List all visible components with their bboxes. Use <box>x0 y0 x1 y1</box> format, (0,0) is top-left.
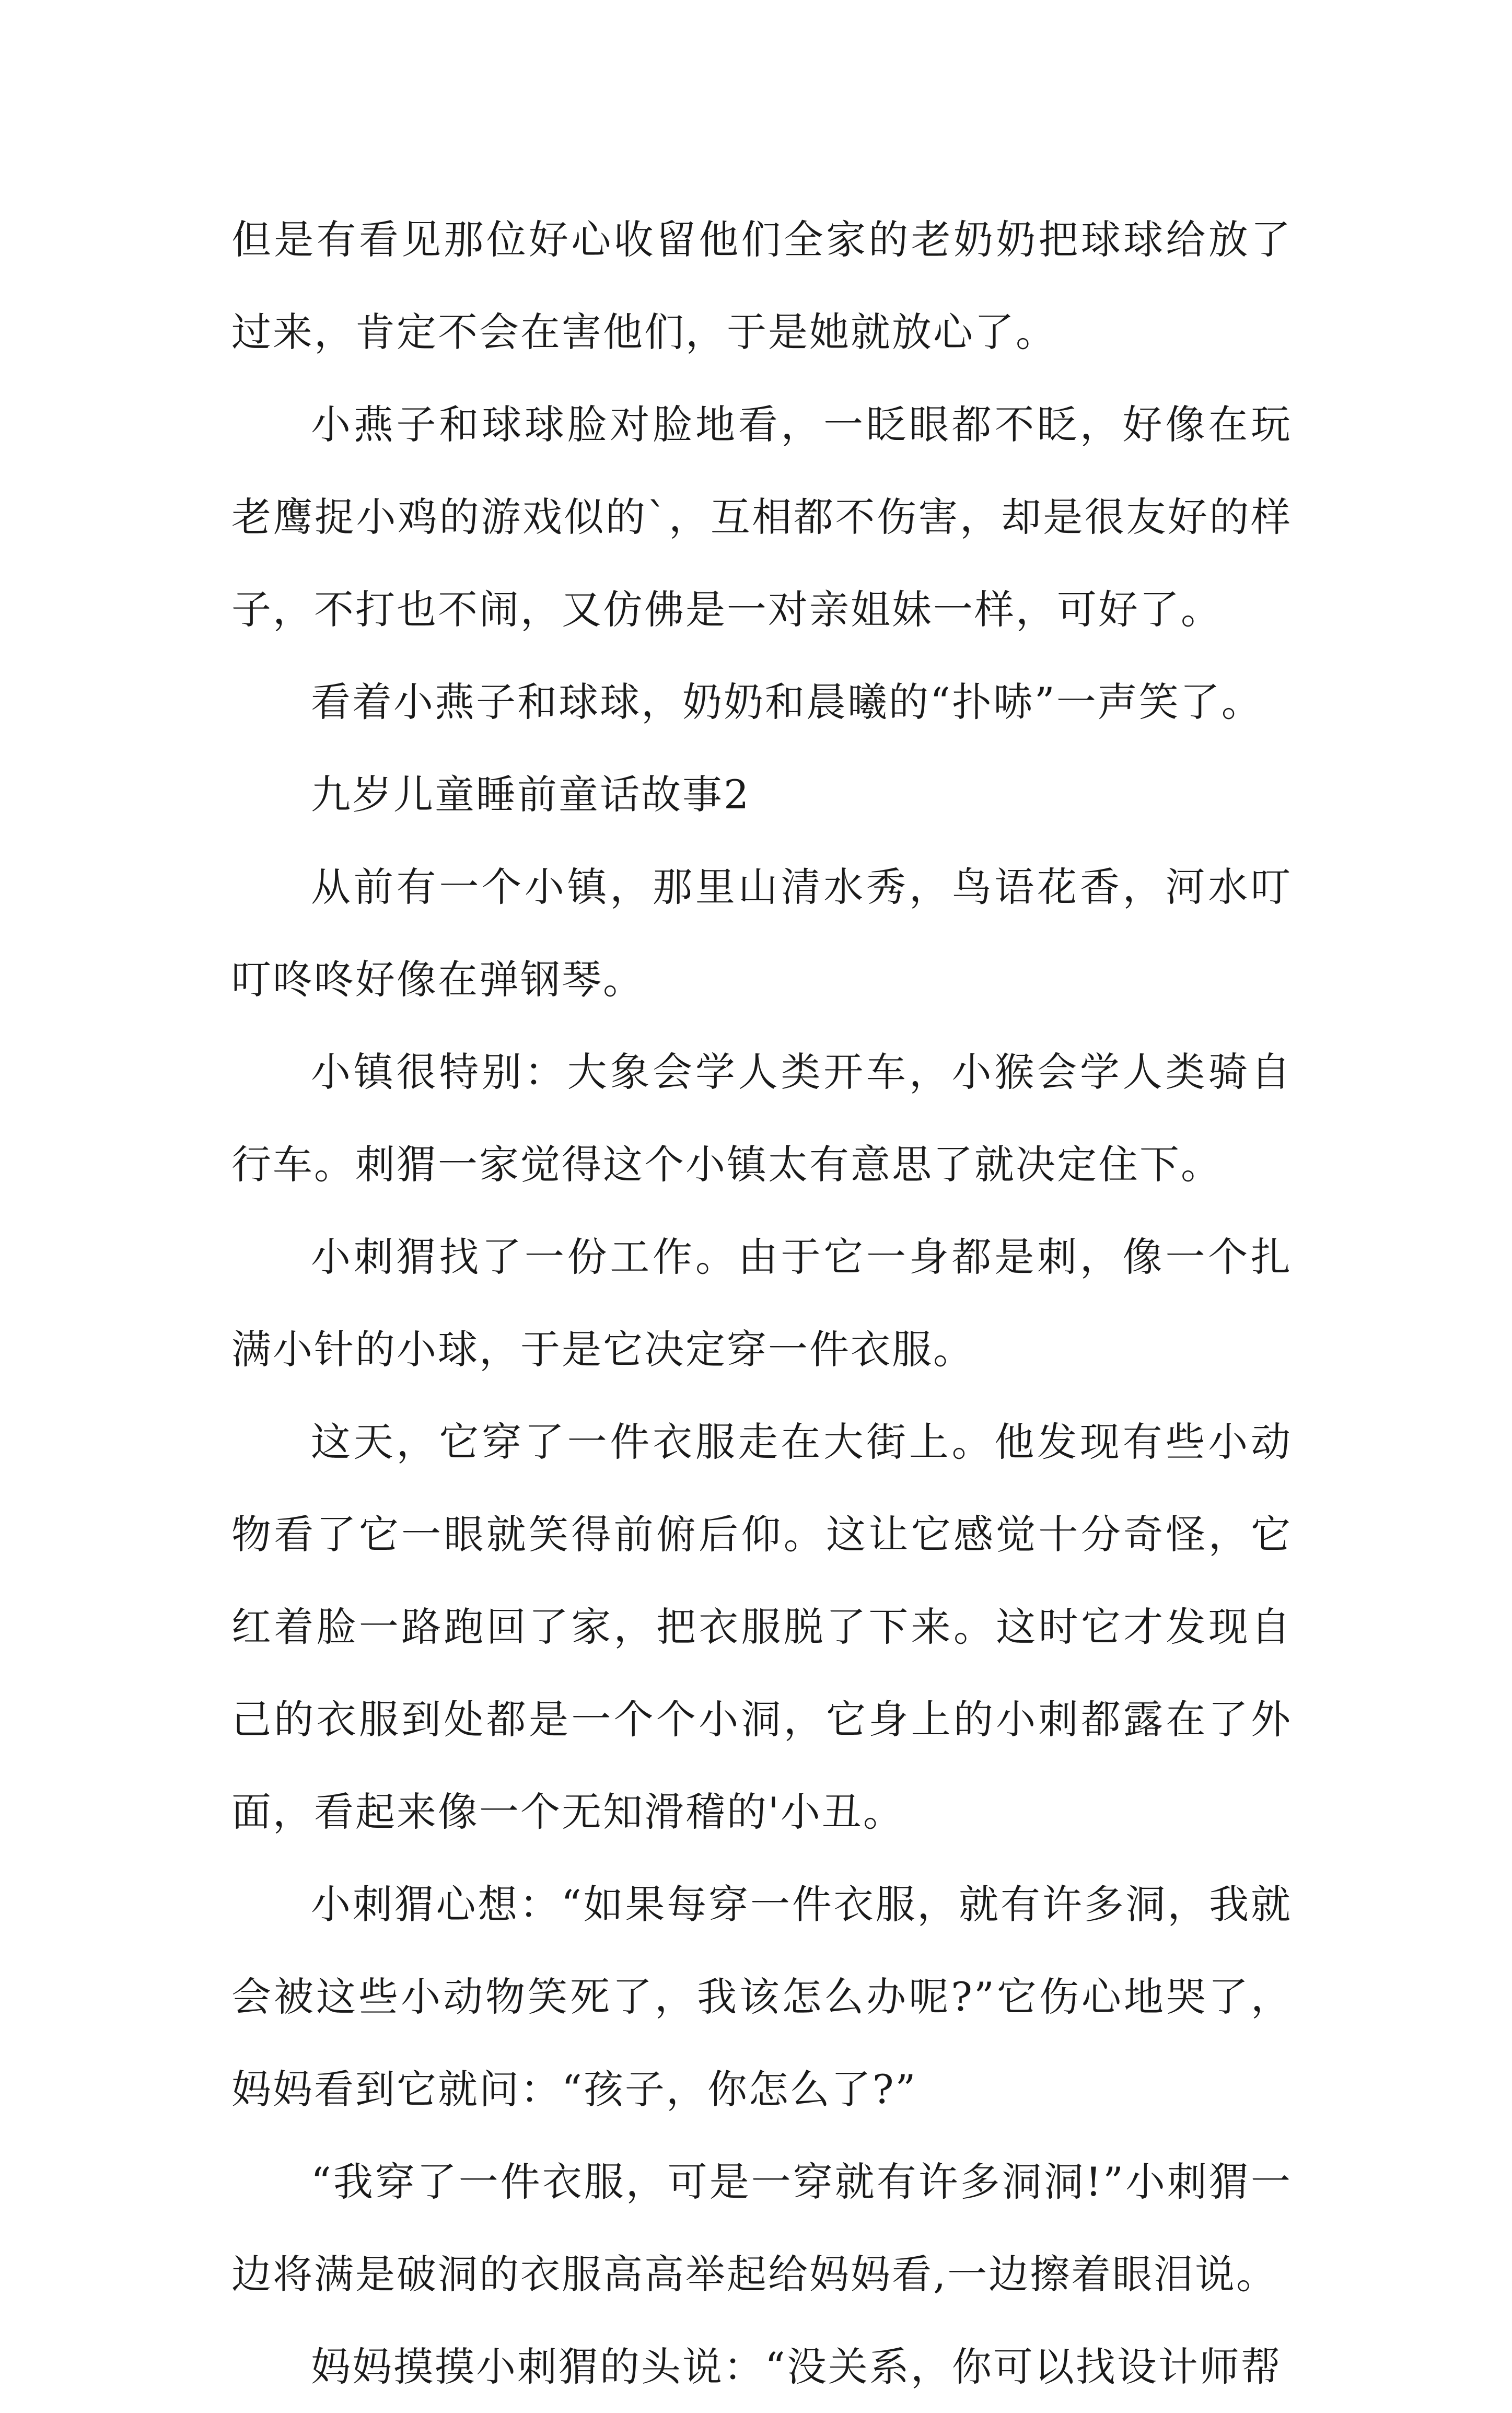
paragraph-3: 看着小燕子和球球，奶奶和晨曦的“扑哧”一声笑了。 <box>311 679 1263 725</box>
paragraph-9: 小刺猬心想：“如果每穿一件衣服，就有许多洞，我就会被这些小动物笑死了，我该怎么办呢?”它伤心地哭了，妈妈看到它就问：“孩子，你怎么了?” <box>231 1881 1292 2113</box>
paragraph-11: 妈妈摸摸小刺猬的头说：“没关系，你可以找设计师帮 <box>311 2344 1282 2390</box>
paragraph-8: 这天，它穿了一件衣服走在大街上。他发现有些小动物看了它一眼就笑得前俯后仰。这让它感觉十分奇怪，它红着脸一路跑回了家，把衣服脱了下来。这时它才发现自己的衣服到处都是一个个小洞，它身上的小刺都露在了外面，看起来像一个无知滑稽的'小丑。 <box>231 1419 1292 1835</box>
paragraph-1: 但是有看见那位好心收留他们全家的老奶奶把球球给放了过来，肯定不会在害他们，于是她就放心了。 <box>231 216 1292 355</box>
document-body <box>231 193 1292 2413</box>
paragraph-10: “我穿了一件衣服，可是一穿就有许多洞洞!”小刺猬一边将满是破洞的衣服高高举起给妈妈看,一边擦着眼泪说。 <box>231 2159 1292 2298</box>
story-heading: 九岁儿童睡前童话故事2 <box>311 771 751 818</box>
paragraph-7: 小刺猬找了一份工作。由于它一身都是刺，像一个扎满小针的小球，于是它决定穿一件衣服。 <box>231 1234 1292 1373</box>
paragraph-5: 从前有一个小镇，那里山清水秀，鸟语花香，河水叮叮咚咚好像在弹钢琴。 <box>231 864 1292 1003</box>
paragraph-2: 小燕子和球球脸对脸地看，一眨眼都不眨，好像在玩老鹰捉小鸡的游戏似的`，互相都不伤害，却是很友好的样子，不打也不闹，又仿佛是一对亲姐妹一样，可好了。 <box>231 401 1292 633</box>
paragraph-6: 小镇很特别：大象会学人类开车，小猴会学人类骑自行车。刺猬一家觉得这个小镇太有意思了就决定住下。 <box>231 1049 1292 1188</box>
